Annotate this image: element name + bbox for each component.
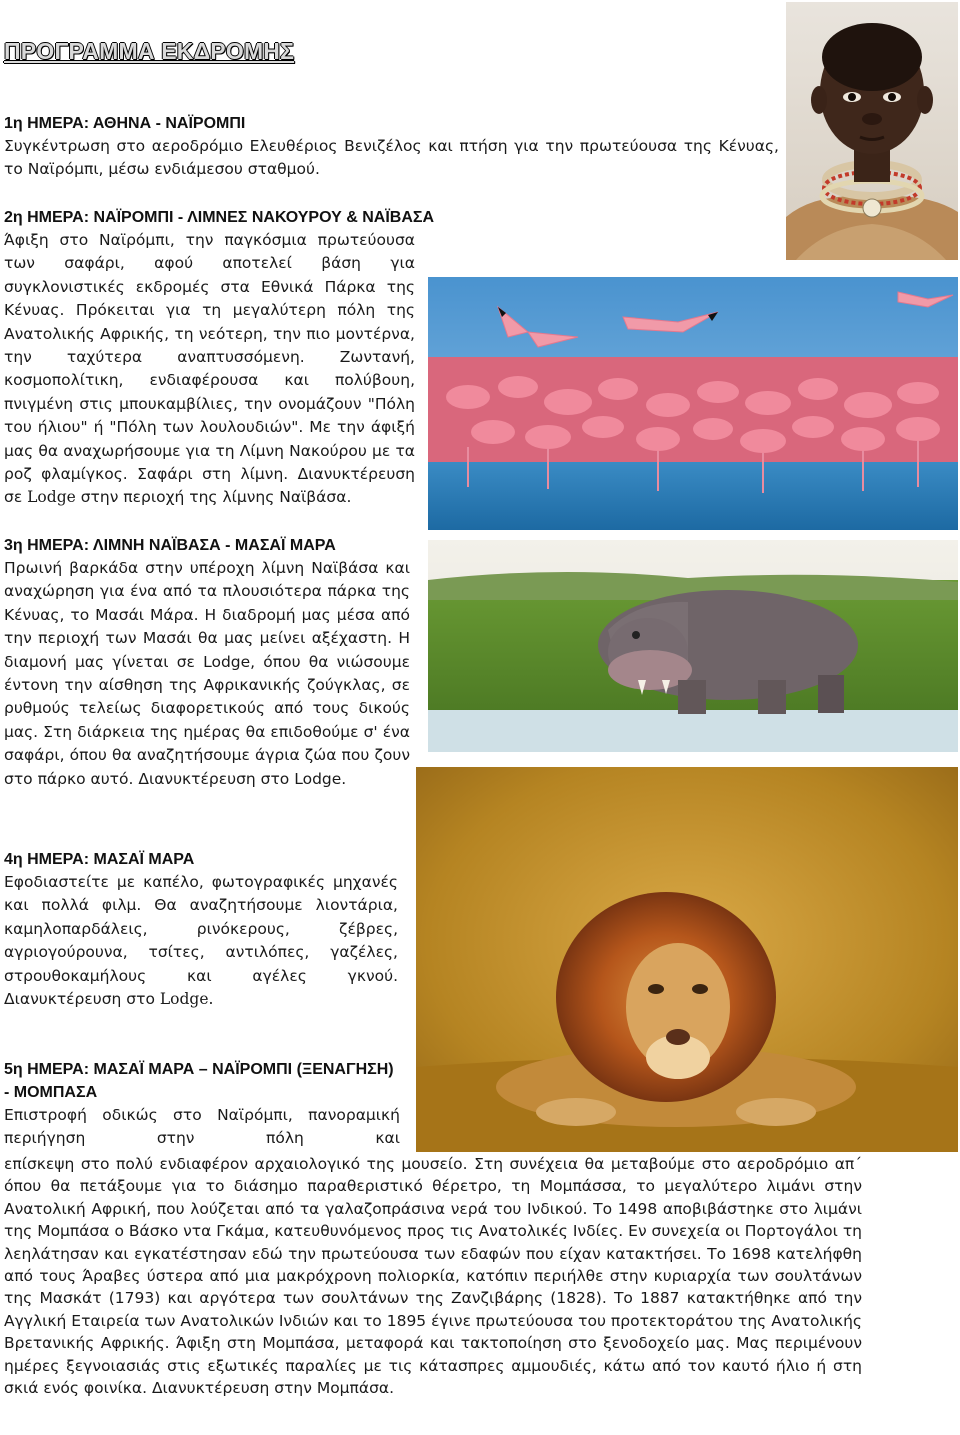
day-4-text-main: Εφοδιαστείτε με καπέλο, φωτογραφικές μηχανές και πολλά φιλμ. Θα αναζητήσουμε λιοντάρια, καμηλοπαρδάλεις, ρινόκερους, ζέβρες, αγριογούρουνα, τσίτες, αντιλόπες, γαζέλες, στρουθοκαμήλους και αγέλες γκνού. Διανυκτέρευση στο (4, 873, 398, 1009)
day-2-section (4, 206, 776, 510)
day-5-text-intro: Επιστροφή οδικώς στο Ναϊρόμπι, πανοραμική περιήγηση στην πόλη και (4, 1106, 400, 1148)
day-5-heading: 5η ΗΜΕΡΑ: ΜΑΣΑΪ ΜΑΡΑ – ΝΑΪΡΟΜΠΙ (ΞΕΝΑΓΗΣΗ) - ΜΟΜΠΑΣΑ (4, 1061, 394, 1101)
day-2-heading: 2η ΗΜΕΡΑ: ΝΑΪΡΟΜΠΙ - ΛΙΜΝΕΣ ΝΑΚΟΥΡΟΥ & ΝΑΪΒΑΣΑ (4, 209, 435, 226)
day-2-text (4, 229, 776, 510)
day-3-heading: 3η ΗΜΕΡΑ: ΛΙΜΝΗ ΝΑΪΒΑΣΑ - ΜΑΣΑΪ ΜΑΡΑ (4, 537, 336, 554)
day-2-text-end: στην περιοχή της λίμνης Ναϊβάσα. (75, 488, 352, 507)
day-1-text: Συγκέντρωση στο αεροδρόμιο Ελευθέριος Βενιζέλος και πτήση για την πρωτεύουσα της Κένυας, το Ναϊρόμπι, μέσω ενδιάμεσου σταθμού. (4, 137, 779, 179)
day-2-lodge: Lodge (27, 488, 76, 507)
lion-image (416, 767, 958, 1152)
day-5-body (4, 1153, 862, 1399)
day-3-section (4, 534, 410, 791)
day-4-heading: 4η ΗΜΕΡΑ: ΜΑΣΑΪ ΜΑΡΑ (4, 851, 195, 868)
day-3-text: Πρωινή βαρκάδα στην υπέροχη λίμνη Ναϊβάσα και αναχώρηση για ένα από τα πλουσιότερα πάρκα της Κένυας, το Μασάι Μάρα. Η διαδρομή μας μέσα από την περιοχή των Μασάι θα μας μείνει αξέχαστη. Η διαμονή μας γίνεται σε Lodge, όπου θα νιώσουμε έντονη την αίσθηση της Αφρικανικής ζούγκλας, σε ρυθμούς τελείως διαφορετικούς από τους δικούς μας. Στη διάρκεια της ημέρας θα επιδοθούμε σ' ένα σαφάρι, όπου θα αναζητήσουμε άγρια ζώα που ζουν στο πάρκο αυτό. Διανυκτέρευση στο Lodge. (4, 559, 410, 788)
child-portrait-image (786, 2, 958, 260)
day-1-section (4, 112, 779, 182)
page-title: ΠΡΟΓΡΑΜΜΑ ΕΚΔΡΟΜΗΣ (4, 38, 295, 64)
day-4-lodge: Lodge. (159, 990, 214, 1009)
day-4-text (4, 871, 398, 1011)
hippo-image (428, 540, 958, 752)
day-5-section (4, 1058, 400, 1151)
day-2-text-main: Άφιξη στο Ναϊρόμπι, την παγκόσμια πρωτεύουσα των σαφάρι, αφού αποτελεί βάση για συγκλονιστικές εκδρομές στα Εθνικά Πάρκα της Κένυας. Πρόκειται για τη μεγαλύτερη πόλη της Ανατολικής Αφρικής, τη νεότερη, την πιο μοντέρνα, την ταχύτερα αναπτυσσόμενη. Ζωντανή, κοσμοπολίτικη, ενδιαφέρουσα και πολύβουη, πνιγμένη στις μπουκαμβίλιες, την ονομάζουν "Πόλη του ήλιου" ή "Πόλη των λουλουδιών". Με την άφιξή μας θα αναχωρήσουμε για τη Λίμνη Νακούρου με τα ροζ φλαμίγκος. Σαφάρι στη λίμνη. Διανυκτέρευση σε (4, 231, 415, 507)
day-5-text: επίσκεψη στο πολύ ενδιαφέρον αρχαιολογικό της μουσείο. Στη συνέχεια θα μεταβούμε στο αεροδρόμιο απ΄ όπου θα πετάξουμε για το διάσημο παραθεριστικό θέρετρο, τη Μομπάσσα, το μεγαλύτερο λιμάνι στην Ανατολική Αφρική, που λούζεται από τα γαλαζοπράσινα νερά του Ινδικού. Το 1498 αποβιβάστηκε στο λιμάνι της Μομπάσα ο Βάσκο ντα Γκάμα, κατευθυνόμενος προς τις Ανατολικές Ινδίες. Εν συνεχεία οι Πορτογάλοι τη λεηλάτησαν και εγκατέστησαν εδώ την πρωτεύουσα των εδαφών που είχαν κατακτήσει. Το 1698 κατελήφθη από τους Άραβες ύστερα από μια μακρόχρονη πολιορκία, κατόπιν περιήλθε στην κυριαρχία των σουλτάνων της Μασκάτ (1793) και αργότερα των σουλτάνων της Ζανζιβάρης (1828). Το 1887 κατακτήθηκε από την Αγγλική Εταιρεία των Ανατολικών Ινδιών και το 1895 έγινε πρωτεύουσα του προτεκτοράτου της Ανατολικής Βρετανικής Αφρικής. Άφιξη στη Μομπάσα, μεταφορά και τακτοποίηση στο ξενοδοχείο μας. Μας περιμένουν ημέρες ξεγνοιασιάς στις εξωτικές παραλίες με τις κάτασπρες αμμουδιές, κάτω από τον καυτό ήλιο ή στη σκιά ενός φοινίκα. Διανυκτέρευση στην Μομπάσα. (4, 1155, 862, 1398)
day-1-heading: 1η ΗΜΕΡΑ: ΑΘΗΝΑ - ΝΑΪΡΟΜΠΙ (4, 115, 246, 132)
day-4-section (4, 848, 398, 1011)
